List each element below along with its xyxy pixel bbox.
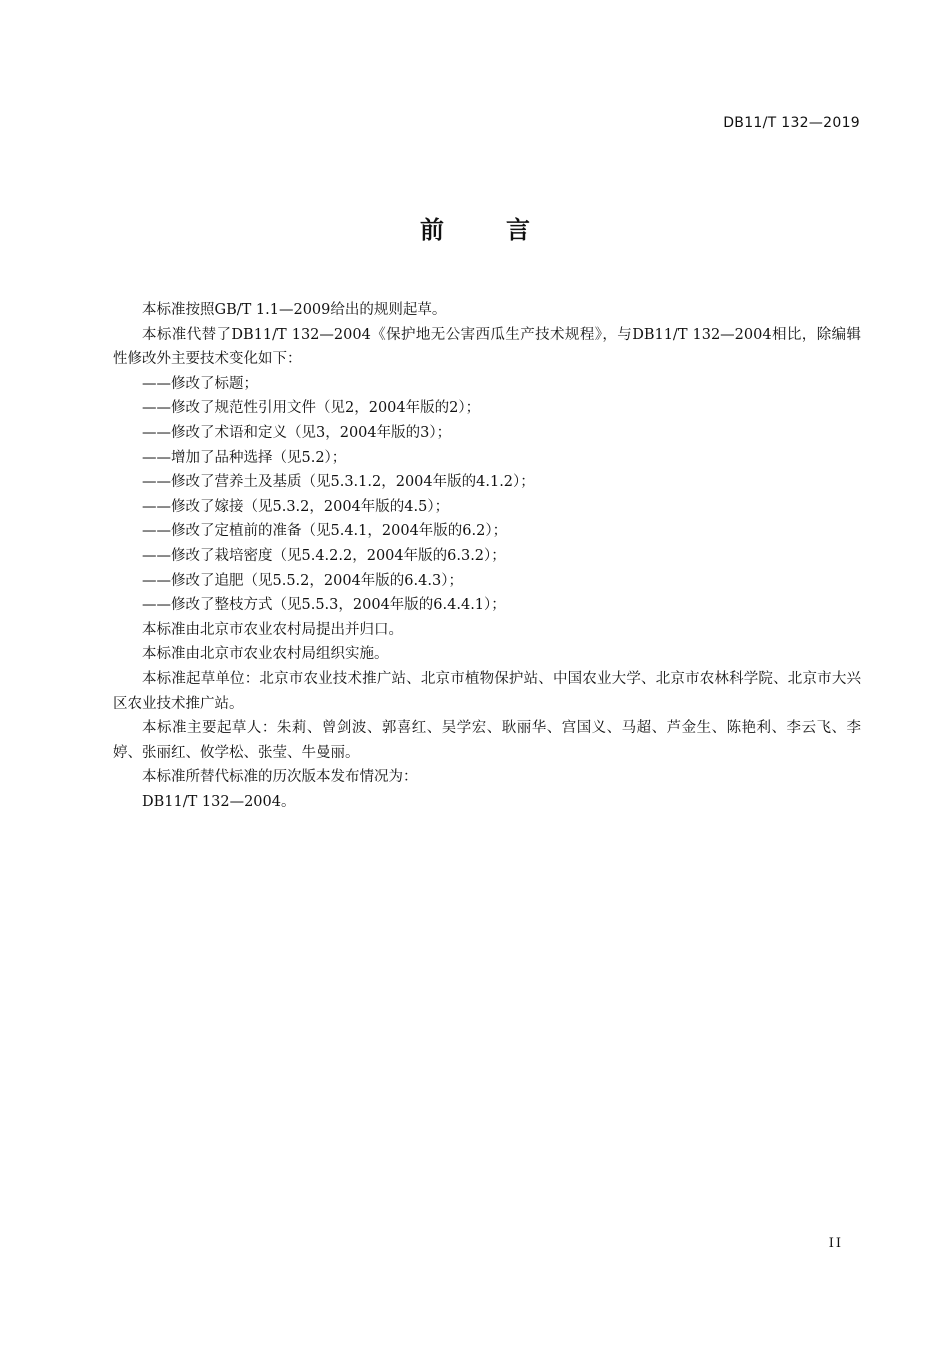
- section-title: 前言: [420, 216, 592, 244]
- foreword-body: [113, 298, 861, 814]
- change-item: ——修改了栽培密度（见5.4.2.2，2004年版的6.3.2）；: [142, 547, 506, 564]
- paragraph-implemented-by: 本标准由北京市农业农村局组织实施。: [142, 646, 389, 663]
- paragraph-drafters: 本标准主要起草人：朱莉、曾剑波、郭喜红、吴学宏、耿丽华、宫国义、马超、芦金生、陈艳利、李云飞、李婷、张丽红、攸学松、张莹、牛曼丽。: [113, 720, 861, 761]
- change-item: ——修改了术语和定义（见3，2004年版的3）；: [142, 424, 452, 441]
- paragraph-replacement: 本标准代替了DB11/T 132—2004《保护地无公害西瓜生产技术规程》，与DB11/T 132—2004相比，除编辑性修改外主要技术变化如下：: [113, 326, 861, 368]
- change-item: ——修改了整枝方式（见5.5.3，2004年版的6.4.4.1）；: [142, 597, 506, 614]
- change-item: ——增加了品种选择（见5.2）；: [142, 449, 347, 466]
- standard-code: DB11/T 132—2019: [723, 115, 860, 131]
- paragraph-history-version: DB11/T 132—2004。: [142, 793, 296, 810]
- change-item: ——修改了规范性引用文件（见2，2004年版的2）；: [142, 400, 481, 417]
- paragraph-history-intro: 本标准所替代标准的历次版本发布情况为：: [142, 769, 418, 786]
- change-item: ——修改了嫁接（见5.3.2，2004年版的4.5）；: [142, 498, 450, 515]
- change-item: ——修改了营养土及基质（见5.3.1.2，2004年版的4.1.2）；: [142, 474, 535, 491]
- paragraph-drafting-rules: 本标准按照GB/T 1.1—2009给出的规则起草。: [142, 302, 447, 318]
- page-number: II: [828, 1236, 843, 1251]
- paragraph-proposed-by: 本标准由北京市农业农村局提出并归口。: [142, 621, 403, 638]
- change-item: ——修改了标题；: [142, 375, 258, 392]
- change-item: ——修改了定植前的准备（见5.4.1，2004年版的6.2）；: [142, 523, 508, 540]
- paragraph-drafting-units: 本标准起草单位：北京市农业技术推广站、北京市植物保护站、中国农业大学、北京市农林科学院、北京市大兴区农业技术推广站。: [113, 670, 861, 712]
- change-item: ——修改了追肥（见5.5.2，2004年版的6.4.3）；: [142, 572, 463, 589]
